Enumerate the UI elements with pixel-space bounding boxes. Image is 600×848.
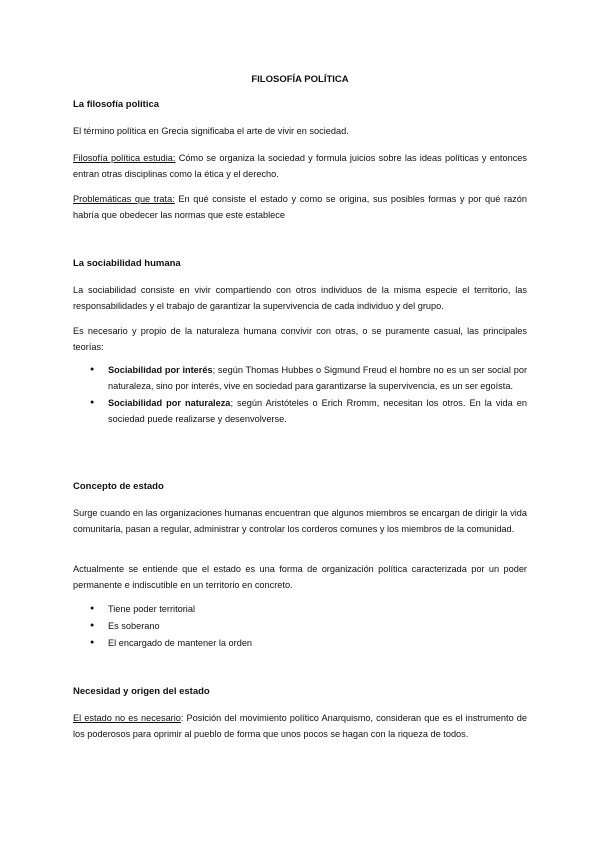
paragraph-problematicas bbox=[73, 191, 527, 223]
bold-term: Sociabilidad por naturaleza bbox=[108, 398, 231, 408]
paragraph-text: : Posición del movimiento político Anarquismo, consideran que es el instrumento de los poderosos para oprimir al pueblo de forma que unos pocos se hagan con la riqueza de todos. bbox=[73, 713, 527, 739]
list-item bbox=[92, 395, 527, 427]
paragraph-estudia bbox=[73, 150, 527, 182]
paragraph: Actualmente se entiende que el estado es una forma de organización política caracterizada por un poder permanente e indiscutible en un territorio en concreto. bbox=[73, 564, 527, 590]
bold-term: Sociabilidad por interés bbox=[108, 365, 213, 375]
bullet-list-estado bbox=[92, 601, 527, 652]
paragraph: El término política en Grecia significaba el arte de vivir en sociedad. bbox=[73, 126, 349, 136]
list-item-text: ; según Aristóteles o Erich Rromm, necesitan los otros. En la vida en sociedad puede realizarse y desenvolverse. bbox=[108, 398, 528, 424]
section-heading-estado: Concepto de estado bbox=[73, 481, 164, 492]
underlined-label: Filosofía política estudia: bbox=[73, 153, 176, 163]
underlined-label: El estado no es necesario bbox=[73, 713, 181, 723]
section-heading-necesidad: Necesidad y origen del estado bbox=[73, 686, 210, 697]
section-heading-filosofia: La filosofía política bbox=[73, 99, 160, 110]
list-item: ● Es soberano bbox=[92, 618, 527, 634]
paragraph-no-necesario bbox=[73, 710, 527, 742]
page-title: FILOSOFÍA POLÍTICA bbox=[251, 74, 349, 85]
list-item bbox=[92, 362, 527, 394]
section-heading-sociabilidad: La sociabilidad humana bbox=[73, 258, 181, 269]
paragraph-text: En qué consiste el estado y como se origina, sus posibles formas y por qué razón habría que obedecer las normas que este establece bbox=[73, 194, 527, 220]
paragraph-text: Cómo se organiza la sociedad y formula juicios sobre las ideas políticas y entonces entran otras disciplinas como la ética y el derecho. bbox=[73, 153, 528, 179]
paragraph: Surge cuando en las organizaciones humanas encuentran que algunos miembros se encargan de dirigir la vida comunitaria, pasan a regular, administrar y controlar los corderos comunes y los miembros de la comunidad. bbox=[73, 508, 527, 534]
list-item: ● El encargado de mantener la orden bbox=[92, 635, 527, 651]
underlined-label: Problemáticas que trata: bbox=[73, 194, 175, 204]
paragraph: Es necesario y propio de la naturaleza humana convivir con otras, o se puramente casual, las principales teorías: bbox=[73, 326, 527, 352]
bullet-list-theories bbox=[92, 362, 527, 428]
list-item-text: ; según Thomas Hubbes o Sigmund Freud el hombre no es un ser social por naturaleza, sino por interés, vive en sociedad para garantizarse la supervivencia, es un ser egoísta. bbox=[108, 365, 527, 391]
list-item: ● Tiene poder territorial bbox=[92, 601, 527, 617]
paragraph: La sociabilidad consiste en vivir compartiendo con otros individuos de la misma especie el territorio, las responsabilidades y el trabajo de garantizar la supervivencia de cada individuo y del grupo. bbox=[73, 285, 527, 311]
